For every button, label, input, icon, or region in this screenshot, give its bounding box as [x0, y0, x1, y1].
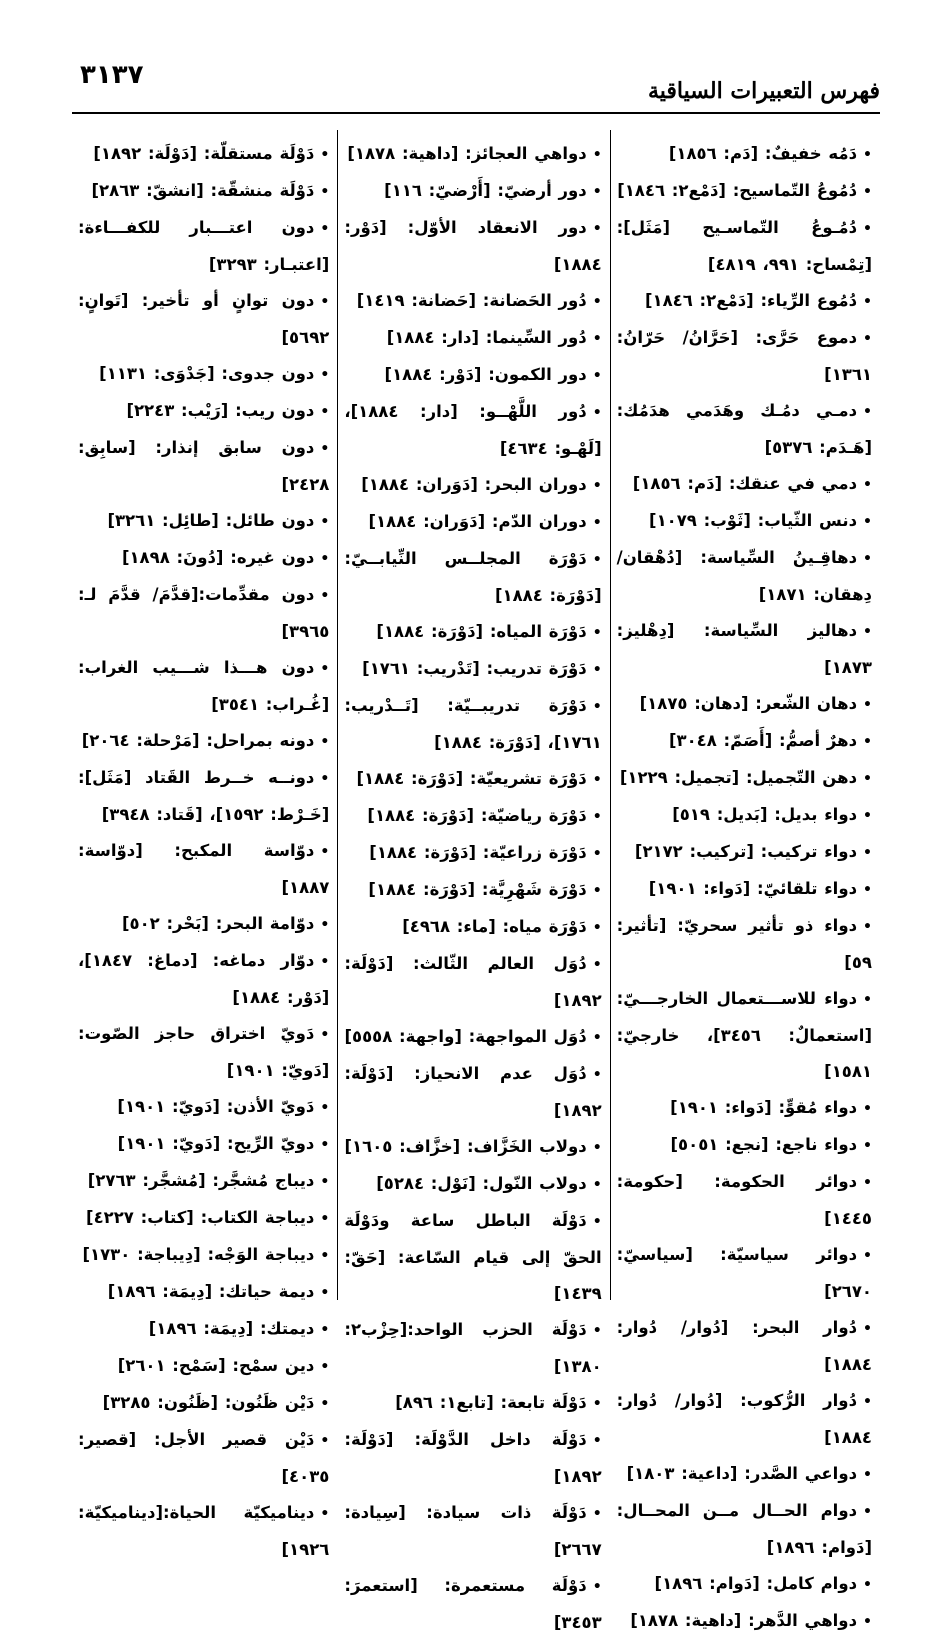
bullet-icon: • [320, 734, 330, 750]
bullet-icon: • [320, 404, 330, 420]
entry-text: دُور السِّينما: [دار: ١٨٨٤] [386, 328, 587, 347]
entry-text: دُمُوع الرِّياء: [دَمْع٢: ١٨٤٦] [644, 291, 858, 310]
bullet-icon: • [320, 954, 330, 970]
bullet-icon: • [863, 771, 872, 787]
index-entry [78, 1385, 329, 1422]
bullet-icon: • [592, 368, 602, 384]
entry-text: دَوْرَة مياه: [ماء: ٤٩٦٨] [402, 917, 587, 936]
entry-text: دهن التّجميل: [تجميل: ١٢٢٩] [619, 768, 858, 787]
entry-text: دَوْرَة تشريعيّة: [دَوْرَة: ١٨٨٤] [356, 769, 587, 788]
index-entry [78, 906, 329, 943]
entry-text: دَويّ اختراق حاجز الصّوت: [دَويّ: ١٩٠١] [78, 1024, 330, 1080]
index-entry [617, 540, 872, 613]
bullet-icon: • [863, 147, 872, 163]
entry-text: دوران البحر: [دَوَران: ١٨٨٤] [361, 475, 587, 494]
bullet-icon: • [592, 846, 602, 862]
bullet-icon: • [863, 1248, 872, 1264]
bullet-icon: • [863, 845, 872, 861]
index-entry [78, 1016, 329, 1089]
index-entry [78, 1495, 329, 1568]
bullet-icon: • [592, 662, 602, 678]
bullet-icon: • [863, 992, 872, 1008]
entry-text: دواعي الصَّدر: [داعية: ١٨٠٣] [626, 1464, 858, 1483]
bullet-icon: • [863, 184, 872, 200]
entry-text: دون ريب: [رَيْب: ٢٢٤٣] [126, 401, 315, 420]
index-entry [617, 1310, 872, 1383]
index-entry [344, 394, 601, 467]
index-entry [617, 871, 872, 908]
bullet-icon: • [592, 1323, 602, 1339]
index-entry [617, 1164, 872, 1237]
index-entry [78, 356, 329, 393]
bullet-icon: • [320, 1433, 330, 1449]
index-entry [344, 1056, 601, 1129]
bullet-icon: • [592, 1030, 602, 1046]
entry-text: دَوْلَة مستعمرة: [استعمرَ: ٣٤٥٣] [344, 1576, 602, 1632]
bullet-icon: • [863, 1614, 872, 1630]
entry-text: دين سمْح: [سَمْح: ٢٦٠١] [117, 1356, 315, 1375]
bullet-icon: • [863, 734, 872, 750]
entry-text: دَوْرَة شَهْرِيَّة: [دَوْرَة: ١٨٨٤] [368, 880, 587, 899]
index-entry [617, 1237, 872, 1310]
bullet-icon: • [320, 221, 330, 237]
bullet-icon: • [592, 1579, 602, 1595]
bullet-icon: • [592, 625, 602, 641]
entry-text: دون هـــذا شـــيب الغراب: [غُـراب: ٣٥٤١] [78, 658, 330, 714]
column-2 [338, 130, 610, 1632]
index-entry [344, 1166, 601, 1203]
bullet-icon: • [592, 772, 602, 788]
entry-text: دواء ذو تأثير سحريّ: [تأثير: ٥٩] [616, 916, 872, 972]
bullet-icon: • [863, 514, 872, 530]
bullet-icon: • [320, 661, 330, 677]
index-entry [617, 1456, 872, 1493]
index-entry [344, 1203, 601, 1312]
column-3 [72, 130, 338, 1559]
entry-text: دُوار البحر: [دُوار/ دُوار: ١٨٨٤] [616, 1318, 872, 1374]
entry-text: دَوْلَة منشقّة: [انشقّ: ٢٨٦٣] [91, 181, 315, 200]
bullet-icon: • [592, 221, 602, 237]
entry-text: دَوْلَة تابعة: [تابع١: ٨٩٦] [395, 1393, 587, 1412]
index-entry [78, 650, 329, 723]
index-entry [617, 173, 872, 210]
index-entry [78, 173, 329, 210]
index-entry [78, 210, 329, 283]
bullet-icon: • [320, 1285, 330, 1301]
entry-text: دهان الشّعر: [دهان: ١٨٧٥] [639, 694, 858, 713]
entry-text: دولاب الخَزَّاف: [خزَّاف: ١٦٠٥] [344, 1137, 587, 1156]
entry-text: دَويّ الأذن: [دَويّ: ١٩٠١] [117, 1097, 315, 1116]
entry-text: دَوْرَة تدريب: [تَدْريب: ١٧٦١] [362, 659, 587, 678]
bullet-icon: • [592, 920, 602, 936]
bullet-icon: • [863, 919, 872, 935]
index-entry [617, 686, 872, 723]
bullet-icon: • [592, 478, 602, 494]
entry-text: دُور الحَضانة: [حَضانة: ١٤١٩] [356, 291, 587, 310]
bullet-icon: • [592, 515, 602, 531]
entry-text: دوائر الحكومة: [حكومة: ١٤٤٥] [616, 1172, 872, 1228]
bullet-icon: • [863, 1138, 872, 1154]
bullet-icon: • [863, 808, 872, 824]
bullet-icon: • [863, 882, 872, 898]
index-entry [78, 577, 329, 650]
entry-text: دُوار الرُّكوب: [دُوار/ دُوار: ١٨٨٤] [616, 1391, 872, 1447]
bullet-icon: • [592, 883, 602, 899]
bullet-icon: • [320, 1100, 330, 1116]
index-entry [78, 1422, 329, 1495]
entry-text: دَوْرَة زراعيّة: [دَوْرَة: ١٨٨٤] [369, 843, 587, 862]
bullet-icon: • [863, 1101, 872, 1117]
bullet-icon: • [863, 404, 872, 420]
entry-text: دويّ الرِّيح: [دَويّ: ١٩٠١] [117, 1134, 315, 1153]
entry-text: دهرٌ أصمُّ: [أَصَمّ: ٣٠٤٨] [668, 731, 858, 750]
entry-text: دون جدوى: [جَدْوَى: ١١٣١] [99, 364, 315, 383]
bullet-icon: • [320, 551, 330, 567]
entry-text: دمـي دمُـك وهَدَمي هدَمُك: [هَـدَم: ٥٣٧٦] [616, 401, 872, 457]
entry-text: دور أرضيّ: [أَرْضيّ: ١١٦] [384, 181, 587, 200]
column-1 [611, 130, 880, 1630]
index-entry [78, 1200, 329, 1237]
index-entry [344, 136, 601, 173]
bullet-icon: • [320, 1322, 330, 1338]
entry-text: دواء تركيب: [تركيب: ٢١٧٢] [634, 842, 858, 861]
index-entry [617, 908, 872, 981]
bullet-icon: • [320, 294, 330, 310]
index-entry [78, 136, 329, 173]
index-entry [78, 760, 329, 833]
index-columns [72, 130, 880, 1632]
index-entry [617, 760, 872, 797]
index-entry [344, 1312, 601, 1385]
entry-text: دَمُه خفيفٌ: [دَم: ١٨٥٦] [668, 144, 858, 163]
index-entry [344, 909, 601, 946]
bullet-icon: • [592, 1140, 602, 1156]
entry-text: دهاليز السِّياسة: [دِهْليز: ١٨٧٣] [616, 621, 872, 677]
index-entry [617, 1566, 872, 1603]
entry-text: دوّار دماغه: [دماغ: ١٨٤٧]، [دَوْر: ١٨٨٤] [78, 951, 330, 1007]
entry-text: دواء بديل: [بَديل: ٥١٩] [672, 805, 858, 824]
entry-text: دُمُوعُ التّماسيح: [دَمْع٢: ١٨٤٦] [617, 181, 858, 200]
running-title: فهرس التعبيرات السياقية [647, 78, 880, 104]
bullet-icon: • [863, 1467, 872, 1483]
index-entry [617, 723, 872, 760]
bullet-icon: • [320, 514, 330, 530]
index-entry [344, 1385, 601, 1422]
bullet-icon: • [320, 588, 330, 604]
index-entry [344, 688, 601, 761]
index-entry [78, 943, 329, 1016]
entry-text: دَوْلَة مستقلّة: [دَوْلَة: ١٨٩٢] [93, 144, 315, 163]
bullet-icon: • [863, 1321, 872, 1337]
index-entry [78, 1237, 329, 1274]
index-entry [344, 173, 601, 210]
entry-text: دُوَل المواجهة: [واجهة: ٥٥٥٨] [344, 1027, 587, 1046]
index-entry [78, 1274, 329, 1311]
entry-text: دواء تلقائيّ: [دَواء: ١٩٠١] [648, 879, 858, 898]
index-entry [78, 723, 329, 760]
bullet-icon: • [592, 1433, 602, 1449]
entry-text: دون غيره: [دُونَ: ١٨٩٨] [121, 548, 315, 567]
entry-text: دهاقِـينُ السِّياسة: [دُهْقان/ دِهقان: ١٨٧١] [616, 548, 872, 604]
entry-text: دوائر سياسيّة: [سياسيّ: ٢٦٧٠] [616, 1245, 872, 1301]
index-entry [344, 504, 601, 541]
index-entry [78, 1126, 329, 1163]
entry-text: دَوْرَة المياه: [دَوْرَة: ١٨٨٤] [376, 622, 587, 641]
index-entry [78, 833, 329, 906]
bullet-icon: • [592, 957, 602, 973]
entry-text: دَوْلَة ذات سيادة: [سِيادة: ٢٦٦٧] [344, 1503, 602, 1559]
index-entry [344, 283, 601, 320]
bullet-icon: • [592, 184, 602, 200]
bullet-icon: • [863, 697, 872, 713]
index-entry [344, 1495, 601, 1568]
bullet-icon: • [592, 809, 602, 825]
bullet-icon: • [863, 1577, 872, 1593]
bullet-icon: • [592, 699, 602, 715]
index-entry [78, 503, 329, 540]
bullet-icon: • [863, 1394, 872, 1410]
bullet-icon: • [320, 844, 330, 860]
bullet-icon: • [592, 331, 602, 347]
entry-text: دون سابق إنذار: [سابِق: ٢٤٢٨] [78, 438, 330, 494]
bullet-icon: • [592, 1506, 602, 1522]
index-entry [78, 1163, 329, 1200]
bullet-icon: • [863, 294, 872, 310]
column-1-entries [611, 130, 880, 1640]
entry-text: دونه بمراحل: [مَرْحلة: ٢٠٦٤] [81, 731, 315, 750]
index-entry [344, 357, 601, 394]
index-entry [344, 946, 601, 1019]
index-entry [78, 283, 329, 356]
entry-text: دواهي العجائز: [داهية: ١٨٧٨] [347, 144, 587, 163]
bullet-icon: • [320, 184, 330, 200]
bullet-icon: • [320, 367, 330, 383]
bullet-icon: • [320, 1211, 330, 1227]
entry-text: دَوْرَة تدريبــيّة: [تَــدْريب: ١٧٦١]، [دَوْرَة: ١٨٨٤] [344, 696, 602, 752]
entry-text: دوّامة البحر: [بَحْر: ٥٠٢] [121, 914, 315, 933]
entry-text: دَوْرَة المجلــس النِّيابــيّ: [دَوْرَة: ١٨٨٤] [344, 549, 602, 605]
bullet-icon: • [592, 1214, 602, 1230]
index-entry [617, 797, 872, 834]
entry-text: دولاب النّول: [نَوْل: ٥٢٨٤] [376, 1174, 587, 1193]
entry-text: دونــه خــرط القَتاد [مَثَل]: [خَـرْط: ١٥٩٢]، [قَتاد: ٣٩٤٨] [78, 768, 330, 824]
index-entry [344, 798, 601, 835]
entry-text: دُوَل العالم الثّالث: [دَوْلَة: ١٨٩٢] [344, 954, 602, 1010]
entry-text: دوام الحــال مــن المحــال: [دَوام: ١٨٩٦] [616, 1501, 872, 1557]
bullet-icon: • [592, 294, 602, 310]
entry-text: دَوْلَة داخل الدَّوْلَة: [دَوْلَة: ١٨٩٢] [344, 1430, 602, 1486]
bullet-icon: • [863, 331, 872, 347]
index-entry [617, 613, 872, 686]
index-entry [78, 540, 329, 577]
entry-text: دوام كامل: [دَوام: ١٨٩٦] [654, 1574, 858, 1593]
entry-text: ديباج مُشجَّر: [مُشجَّر: ٢٧٦٣] [87, 1171, 315, 1190]
entry-text: دوران الدّم: [دَوَران: ١٨٨٤] [368, 512, 587, 531]
entry-text: دور الكمون: [دَوْر: ١٨٨٤] [384, 365, 587, 384]
entry-text: دنس الثّياب: [ثَوْب: ١٠٧٩] [649, 511, 858, 530]
entry-text: ديناميكيّة الحياة:[ديناميكيّة: ١٩٢٦] [78, 1503, 330, 1559]
entry-text: دُوَل عدم الانحياز: [دَوْلَة: ١٨٩٢] [344, 1064, 602, 1120]
entry-text: دموع حَرَّى: [حَرَّانُ/ حَرّانُ: ١٣٦١] [616, 328, 872, 384]
index-entry [78, 393, 329, 430]
entry-text: دون طائل: [طائِل: ٣٢٦١] [107, 511, 315, 530]
index-entry [617, 320, 872, 393]
index-entry [344, 651, 601, 688]
bullet-icon: • [320, 1174, 330, 1190]
index-entry [617, 1127, 872, 1164]
bullet-icon: • [320, 147, 330, 163]
index-entry [617, 1493, 872, 1566]
index-entry [617, 283, 872, 320]
entry-text: دواء للاســـتعمال الخارجـــيّ: [استعمالٌ: ٣٤٥٦]، خارجيّ: ١٥٨١] [616, 989, 872, 1081]
index-entry [344, 1019, 601, 1056]
index-entry [344, 210, 601, 283]
index-entry [617, 834, 872, 871]
bullet-icon: • [592, 1067, 602, 1083]
entry-text: دون اعتـــبار للكفـــاءة: [اعتبـار: ٣٢٩٣] [78, 218, 330, 274]
bullet-icon: • [863, 1504, 872, 1520]
entry-text: ديباجة الوَجْه: [دِيباجة: ١٧٣٠] [82, 1245, 315, 1264]
entry-text: دون مقدِّمات:[قدَّمَ/ قدَّمَ لـ: ٣٩٦٥] [78, 585, 330, 641]
bullet-icon: • [592, 1177, 602, 1193]
entry-text: دَيْن ظَنُون: [ظَنُون: ٣٢٨٥] [102, 1393, 315, 1412]
index-entry [344, 614, 601, 651]
index-entry [344, 835, 601, 872]
index-entry [344, 1422, 601, 1495]
entry-text: دَوْرَة رياضيّة: [دَوْرَة: ١٨٨٤] [367, 806, 587, 825]
page-header [72, 58, 880, 128]
bullet-icon: • [320, 1027, 330, 1043]
entry-text: دُمُـوعُ التّماسـيح [مَثَل]: [تِمْساح: ٩٩١، ٤٨١٩] [616, 218, 872, 274]
bullet-icon: • [320, 771, 330, 787]
entry-text: دون توانٍ أو تأخير: [تَوانٍ: ٥٦٩٢] [78, 291, 330, 347]
entry-text: ديمتك: [دِيمَة: ١٨٩٦] [148, 1319, 315, 1338]
entry-text: دَوْلَة الحزب الواحد:[حِزْب٢: ١٣٨٠] [344, 1320, 602, 1376]
index-entry [344, 541, 601, 614]
bullet-icon: • [592, 147, 602, 163]
bullet-icon: • [863, 1175, 872, 1191]
index-entry [78, 1348, 329, 1385]
bullet-icon: • [320, 1137, 330, 1153]
index-entry [617, 466, 872, 503]
entry-text: دمي في عنقك: [دَم: ١٨٥٦] [632, 474, 858, 493]
entry-text: دور الانعقاد الأوّل: [دَوْر: ١٨٨٤] [344, 218, 602, 274]
index-entry [78, 1089, 329, 1126]
bullet-icon: • [320, 1359, 330, 1375]
index-entry [344, 320, 601, 357]
index-entry [617, 136, 872, 173]
index-entry [617, 981, 872, 1090]
bullet-icon: • [863, 221, 872, 237]
bullet-icon: • [320, 441, 330, 457]
index-entry [344, 1129, 601, 1166]
entry-text: ديمة حياتك: [دِيمَة: ١٨٩٦] [107, 1282, 315, 1301]
entry-text: دواهي الدَّهر: [داهية: ١٨٧٨] [630, 1611, 858, 1630]
index-entry [617, 503, 872, 540]
index-entry [78, 1311, 329, 1348]
index-entry [617, 210, 872, 283]
bullet-icon: • [320, 1396, 330, 1412]
index-entry [344, 467, 601, 504]
index-entry [344, 872, 601, 909]
entry-text: دُور اللَّهْــو: [دار: ١٨٨٤]، [لَهْـو: ٤٦٣٤] [344, 402, 602, 458]
index-entry [617, 1603, 872, 1640]
bullet-icon: • [592, 552, 602, 568]
bullet-icon: • [863, 477, 872, 493]
page-number: ٣١٣٧ [80, 60, 144, 90]
bullet-icon: • [863, 551, 872, 567]
index-entry [344, 761, 601, 798]
entry-text: دواء ناجع: [نجع: ٥٠٥١] [670, 1135, 858, 1154]
index-entry [78, 430, 329, 503]
index-entry [617, 393, 872, 466]
bullet-icon: • [320, 1248, 330, 1264]
entry-text: دواء مُقوٍّ: [دَواء: ١٩٠١] [670, 1098, 858, 1117]
entry-text: دوّاسة المكبح: [دوّاسة: ١٨٨٧] [78, 841, 330, 897]
entry-text: ديباجة الكتاب: [كتاب: ٤٢٢٧] [86, 1208, 315, 1227]
bullet-icon: • [320, 917, 330, 933]
header-rule [72, 112, 880, 114]
index-entry [344, 1568, 601, 1641]
index-entry [617, 1383, 872, 1456]
entry-text: دَوْلَة الباطل ساعة ودَوْلَة الحقّ إلى قيام السّاعة: [حَقّ: ١٤٣٩] [344, 1211, 602, 1303]
column-2-entries [338, 130, 609, 1641]
bullet-icon: • [863, 624, 872, 640]
entry-text: دَيْن قصير الأجل: [قصير: ٤٠٣٥] [78, 1430, 330, 1486]
column-3-entries [72, 130, 337, 1568]
bullet-icon: • [592, 405, 602, 421]
index-entry [617, 1090, 872, 1127]
bullet-icon: • [592, 1396, 602, 1412]
bullet-icon: • [320, 1506, 330, 1522]
